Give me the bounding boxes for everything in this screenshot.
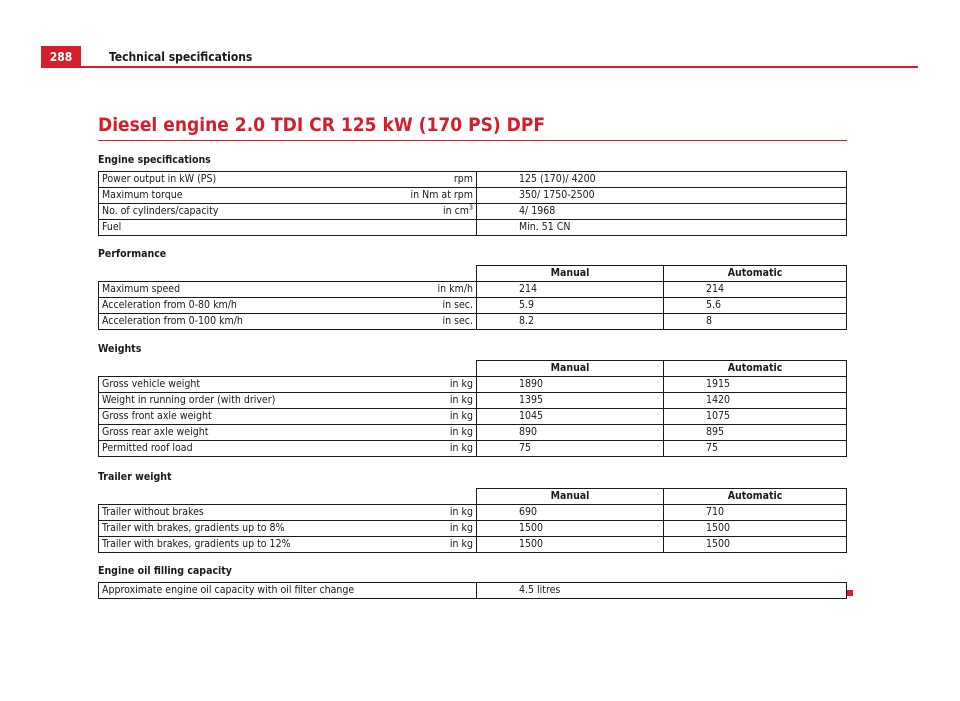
row-unit: in km/h	[405, 282, 477, 298]
section-end-marker	[847, 590, 853, 596]
column-header-automatic: Automatic	[664, 266, 847, 282]
empty-cell	[99, 489, 406, 505]
row-label: Gross rear axle weight	[99, 425, 406, 441]
row-label: Trailer with brakes, gradients up to 12%	[99, 537, 406, 553]
row-label: Trailer with brakes, gradients up to 8%	[99, 521, 406, 537]
table-row	[99, 583, 847, 599]
page-header	[41, 46, 918, 68]
row-value: Min. 51 CN	[477, 220, 847, 236]
row-manual: 1890	[477, 377, 664, 393]
table-row	[99, 298, 847, 314]
row-manual: 1500	[477, 537, 664, 553]
row-label: Power output in kW (PS)	[99, 172, 406, 188]
main-title: Diesel engine 2.0 TDI CR 125 kW (170 PS) DPF	[98, 113, 847, 141]
section-title-trailer: Trailer weight	[98, 471, 172, 483]
engine-specs-table	[98, 171, 847, 236]
row-unit: in kg	[405, 393, 477, 409]
unit-text: in cm	[442, 205, 469, 217]
column-header-manual: Manual	[477, 266, 664, 282]
row-label: Maximum speed	[99, 282, 406, 298]
empty-cell	[99, 361, 406, 377]
section-title-engine-specs: Engine specifications	[98, 154, 211, 166]
row-label: No. of cylinders/capacity	[99, 204, 406, 220]
column-header-manual: Manual	[477, 361, 664, 377]
row-automatic: 1420	[664, 393, 847, 409]
row-value: 4.5 litres	[477, 583, 847, 599]
row-manual: 214	[477, 282, 664, 298]
row-automatic: 1500	[664, 521, 847, 537]
table-row	[99, 220, 847, 236]
row-manual: 8.2	[477, 314, 664, 330]
empty-cell	[405, 489, 477, 505]
row-value: 125 (170)/ 4200	[477, 172, 847, 188]
row-value: 4/ 1968	[477, 204, 847, 220]
row-manual: 1500	[477, 521, 664, 537]
row-label: Gross front axle weight	[99, 409, 406, 425]
row-label: Permitted roof load	[99, 441, 406, 457]
performance-table	[98, 265, 847, 330]
table-row	[99, 314, 847, 330]
row-unit	[405, 583, 477, 599]
row-automatic: 1075	[664, 409, 847, 425]
table-row	[99, 537, 847, 553]
row-manual: 890	[477, 425, 664, 441]
table-row	[99, 172, 847, 188]
row-automatic: 710	[664, 505, 847, 521]
column-header-manual: Manual	[477, 489, 664, 505]
row-label: Gross vehicle weight	[99, 377, 406, 393]
row-label: Weight in running order (with driver)	[99, 393, 406, 409]
row-manual: 1045	[477, 409, 664, 425]
row-label: Maximum torque	[99, 188, 406, 204]
row-automatic: 1500	[664, 537, 847, 553]
column-header-automatic: Automatic	[664, 361, 847, 377]
table-row	[99, 505, 847, 521]
row-unit	[405, 220, 477, 236]
row-automatic: 75	[664, 441, 847, 457]
row-unit: rpm	[405, 172, 477, 188]
table-row	[99, 282, 847, 298]
row-automatic: 214	[664, 282, 847, 298]
row-label: Fuel	[99, 220, 406, 236]
row-automatic: 8	[664, 314, 847, 330]
empty-cell	[405, 361, 477, 377]
row-unit: in sec.	[405, 298, 477, 314]
row-label: Acceleration from 0-80 km/h	[99, 298, 406, 314]
row-unit: in kg	[405, 377, 477, 393]
empty-cell	[99, 266, 406, 282]
row-manual: 1395	[477, 393, 664, 409]
row-unit	[405, 204, 477, 220]
row-label: Approximate engine oil capacity with oil filter change	[99, 583, 406, 599]
table-row	[99, 188, 847, 204]
row-manual: 75	[477, 441, 664, 457]
unit-superscript: 3	[468, 203, 473, 212]
trailer-table	[98, 488, 847, 553]
row-manual: 690	[477, 505, 664, 521]
row-unit: in kg	[405, 409, 477, 425]
row-automatic: 5.6	[664, 298, 847, 314]
row-unit: in kg	[405, 521, 477, 537]
section-title-oil: Engine oil filling capacity	[98, 565, 232, 577]
row-unit: in kg	[405, 505, 477, 521]
section-title-performance: Performance	[98, 248, 167, 260]
column-header-automatic: Automatic	[664, 489, 847, 505]
page-number: 288	[41, 46, 81, 66]
row-unit: in kg	[405, 537, 477, 553]
row-automatic: 1915	[664, 377, 847, 393]
weights-table	[98, 360, 847, 457]
table-row	[99, 377, 847, 393]
row-manual: 5.9	[477, 298, 664, 314]
empty-cell	[405, 266, 477, 282]
row-unit: in kg	[405, 425, 477, 441]
table-row	[99, 521, 847, 537]
table-row	[99, 204, 847, 220]
table-row	[99, 393, 847, 409]
table-header-row	[99, 489, 847, 505]
row-unit: in kg	[405, 441, 477, 457]
row-automatic: 895	[664, 425, 847, 441]
row-label: Trailer without brakes	[99, 505, 406, 521]
row-unit: in Nm at rpm	[405, 188, 477, 204]
table-row	[99, 409, 847, 425]
section-title-weights: Weights	[98, 343, 142, 355]
row-value: 350/ 1750-2500	[477, 188, 847, 204]
table-header-row	[99, 361, 847, 377]
header-title: Technical specifications	[109, 50, 253, 64]
row-unit: in sec.	[405, 314, 477, 330]
table-header-row	[99, 266, 847, 282]
table-row	[99, 425, 847, 441]
row-label: Acceleration from 0-100 km/h	[99, 314, 406, 330]
table-row	[99, 441, 847, 457]
oil-table	[98, 582, 847, 599]
